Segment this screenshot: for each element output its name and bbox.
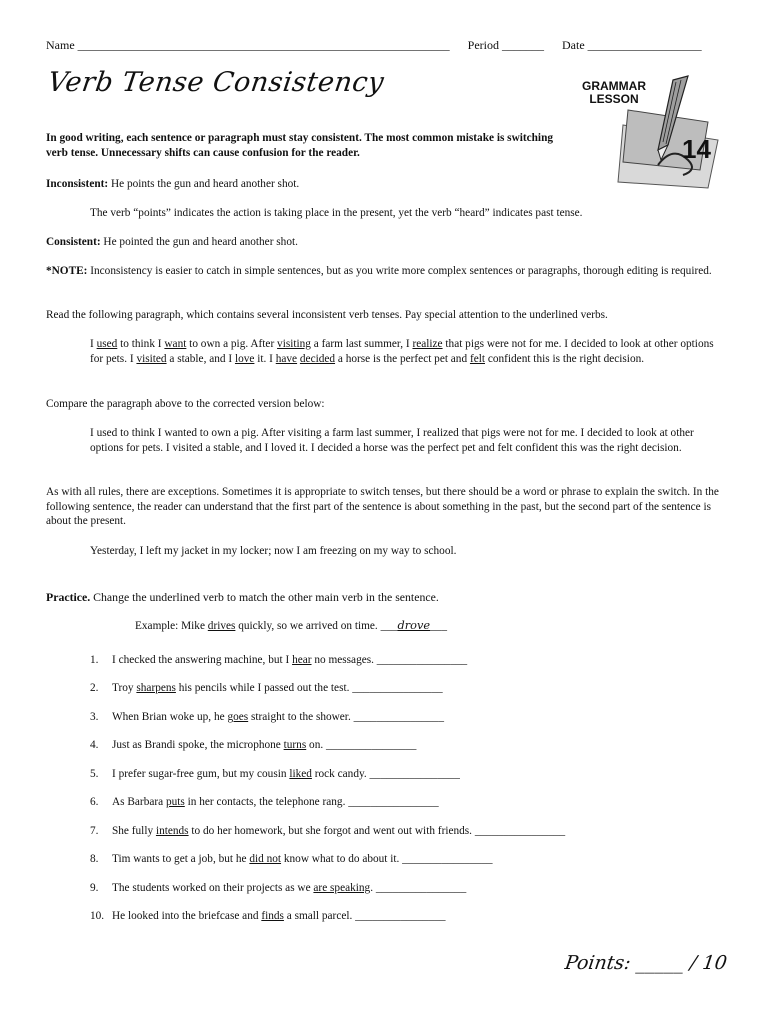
item-number: 4. (90, 739, 99, 751)
underlined-verb: puts (165, 796, 185, 808)
name-label: Name (46, 38, 75, 52)
consistent-text: He pointed the gun and heard another shot. (100, 236, 298, 248)
practice-item[interactable] (90, 824, 690, 839)
practice-item[interactable] (90, 881, 690, 896)
answer-blank[interactable]: know what to do about it. ________________ (281, 853, 493, 865)
item-number: 6. (90, 796, 99, 808)
lesson-number: 14 (682, 134, 711, 164)
inconsistent-example (46, 177, 726, 192)
name-field[interactable]: ______________________________________________________________ (77, 38, 450, 52)
practice-item[interactable] (90, 653, 690, 668)
note-paragraph (46, 264, 726, 279)
points-score: Points: _____ / 10 (563, 952, 729, 974)
item-text: Tim wants to get a job, but he (112, 853, 250, 865)
answer-blank[interactable]: a small parcel. ________________ (283, 910, 446, 922)
underlined-verb: goes (227, 711, 249, 723)
answer-blank[interactable]: straight to the shower. ________________ (248, 711, 444, 723)
underlined-verb: have (275, 352, 298, 365)
practice-item[interactable] (90, 852, 690, 867)
practice-label: Practice. (46, 590, 91, 604)
logo-line-grammar: GRAMMAR (582, 79, 646, 93)
exception-example: Yesterday, I left my jacket in my locker; now I am freezing on my way to school. (90, 545, 457, 557)
item-number: 5. (90, 768, 99, 780)
underlined-verb: did not (249, 853, 282, 865)
underlined-verb: finds (261, 910, 284, 922)
item-text: I checked the answering machine, but I (112, 654, 293, 666)
grammar-lesson-logo (568, 70, 728, 190)
practice-item[interactable] (90, 795, 690, 810)
example-answer: drove (397, 619, 431, 632)
page-title: Verb Tense Consistency (45, 67, 387, 98)
underlined-verb: sharpens (136, 682, 176, 694)
underlined-verb: love (234, 352, 255, 365)
answer-blank[interactable]: no messages. ________________ (311, 654, 468, 666)
answer-blank[interactable]: rock candy. ________________ (311, 768, 460, 780)
corrected-paragraph: I used to think I wanted to own a pig. After visiting a farm last summer, I realized that pigs were not for me. I decided to look at other options for pets. I visited a stable, and I loved it. I decided a horse was the perfect pet and felt confident this was the right decision. (90, 427, 694, 454)
answer-blank[interactable]: on. ________________ (306, 739, 417, 751)
consistent-example (46, 235, 726, 250)
date-label: Date (562, 38, 585, 52)
underlined-verb: hear (292, 654, 312, 666)
read-instruction: Read the following paragraph, which contains several inconsistent verb tenses. Pay special attention to the underlined verbs. (46, 309, 608, 321)
item-number: 8. (90, 853, 99, 865)
underlined-verb: turns (283, 739, 307, 751)
note-text: Inconsistency is easier to catch in simple sentences, but as you write more complex sentences or paragraphs, thorough editing is required. (87, 265, 712, 277)
item-text: He looked into the briefcase and (112, 910, 262, 922)
underlined-verb: visiting (277, 338, 311, 350)
item-text: When Brian woke up, he (112, 711, 228, 723)
practice-item[interactable] (90, 738, 690, 753)
item-text: As Barbara (112, 796, 166, 808)
underlined-verb: intends (155, 825, 189, 837)
compare-instruction: Compare the paragraph above to the corrected version below: (46, 398, 325, 410)
practice-item[interactable] (90, 767, 690, 782)
item-text: She fully (112, 825, 156, 837)
underlined-verb: visited (136, 352, 167, 365)
logo-line-lesson: LESSON (589, 92, 639, 106)
item-number: 7. (90, 825, 99, 837)
practice-example: Example: Mike drives quickly, so we arrived on time. ___drove___ (135, 619, 447, 632)
practice-instruction (46, 590, 726, 605)
header-fields (46, 38, 726, 53)
exceptions-paragraph: As with all rules, there are exceptions. Sometimes it is appropriate to switch tenses, but there should be a word or phrase to explain the switch. In the following sentence, the reader can understand that the first part of the sentence is about something in the past, but the second part of the sentence is about the present. (46, 486, 719, 527)
item-text: I prefer sugar-free gum, but my cousin (112, 768, 290, 780)
underlined-verb: drives (207, 620, 236, 632)
intro-paragraph: In good writing, each sentence or paragraph must stay consistent. The most common mistake is switching verb tense. Unnecessary shifts can cause confusion for the reader. (46, 132, 554, 159)
item-number: 10. (90, 910, 105, 922)
note-label: *NOTE: (46, 265, 88, 277)
date-field[interactable]: ___________________ (587, 38, 702, 52)
item-text: Just as Brandi spoke, the microphone (112, 739, 284, 751)
underlined-verb: decided (299, 352, 336, 365)
inconsistent-text: He points the gun and heard another shot. (108, 178, 300, 190)
underlined-verb: liked (289, 768, 312, 780)
answer-blank[interactable]: in her contacts, the telephone rang. ________________ (184, 796, 439, 808)
underlined-verb: used (96, 338, 118, 350)
period-label: Period (467, 38, 499, 52)
underlined-verb: felt (469, 352, 485, 365)
item-text: Troy (112, 682, 137, 694)
item-number: 9. (90, 882, 99, 894)
practice-item[interactable] (90, 710, 690, 725)
explanation-text: The verb “points” indicates the action is taking place in the present, yet the verb “heard” indicates past tense. (90, 207, 583, 219)
consistent-label: Consistent: (46, 236, 101, 248)
inconsistent-paragraph: I used to think I want to own a pig. After visiting a farm last summer, I realize that pigs were not for me. I decided to look at other options for pets. I visited a stable, and I love it. I have decided a horse is the perfect pet and felt confident this is the right decision. (90, 338, 714, 365)
period-field[interactable]: _______ (502, 38, 544, 52)
item-number: 1. (90, 654, 99, 666)
item-number: 2. (90, 682, 99, 694)
practice-item[interactable] (90, 681, 690, 696)
answer-blank[interactable]: . ________________ (370, 882, 467, 894)
underlined-verb: want (164, 338, 187, 350)
underlined-verb: realize (412, 338, 443, 350)
answer-blank[interactable]: to do her homework, but she forgot and went out with friends. ________________ (188, 825, 566, 837)
practice-text: Change the underlined verb to match the other main verb in the sentence. (90, 590, 439, 604)
answer-blank[interactable]: his pencils while I passed out the test. ________________ (175, 682, 443, 694)
practice-item[interactable] (90, 909, 690, 924)
inconsistent-label: Inconsistent: (46, 178, 109, 190)
item-number: 3. (90, 711, 99, 723)
underlined-verb: are speaking (313, 882, 371, 894)
item-text: The students worked on their projects as we (112, 882, 314, 894)
